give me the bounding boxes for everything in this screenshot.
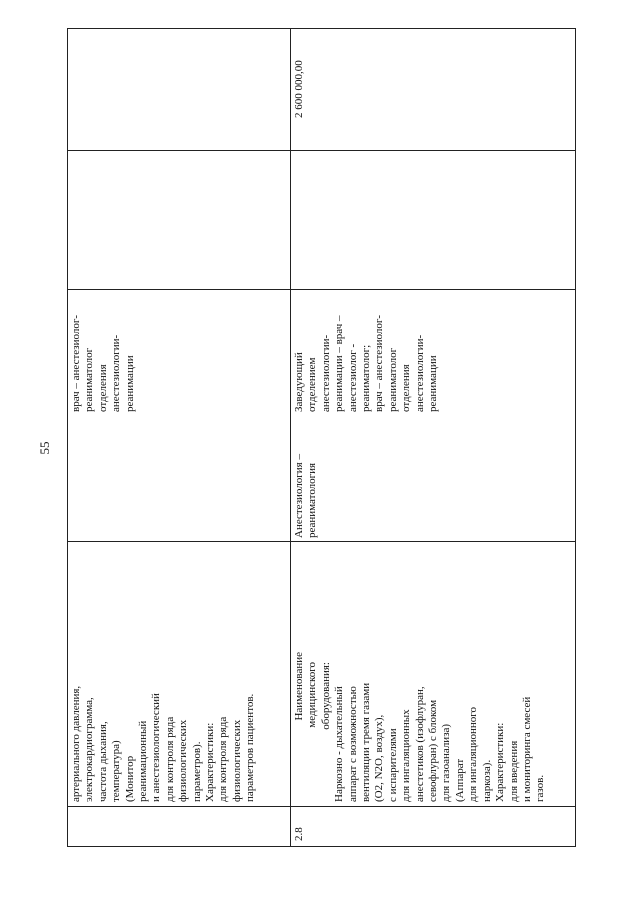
- text-line: врач – анестезиолог-: [373, 314, 386, 412]
- text-line: для ингаляционного: [467, 707, 480, 802]
- text-line: и мониторинга смесей: [520, 696, 533, 802]
- column-divider-profile: [67, 541, 576, 542]
- upper-characteristics-cell: [70, 686, 258, 802]
- text-line: наркоза).: [480, 759, 493, 802]
- text-line: анестезиолог -: [346, 343, 359, 412]
- text-line: Анестезиология –: [293, 454, 305, 538]
- upper-staff-cell: [70, 315, 137, 412]
- profile-cell: [293, 454, 320, 538]
- text-line: Заведующий: [293, 352, 305, 412]
- text-line: анестетиков (изофлуран,: [413, 686, 426, 802]
- text-line: анестезиологии-: [413, 334, 426, 412]
- text-line: реаниматолог: [386, 347, 399, 412]
- text-line: реаниматолог;: [360, 344, 373, 412]
- text-line: для ингаляционных: [400, 709, 413, 802]
- text-line: для введения: [507, 740, 520, 802]
- column-divider-number: [67, 806, 576, 807]
- lower-staff-cell: [293, 315, 440, 412]
- text-line-centered: оборудования:: [319, 662, 332, 730]
- text-line: параметров).: [190, 741, 203, 802]
- text-line: частота дыхания,: [96, 721, 109, 802]
- text-line: для контроля ряда: [163, 716, 176, 802]
- text-line: реаниматология: [306, 462, 319, 538]
- text-line: севофлуран) с блоком: [427, 699, 440, 802]
- page-number: 55: [37, 441, 52, 455]
- text-line: Характеристики:: [204, 722, 217, 802]
- column-divider-price: [67, 150, 576, 151]
- column-divider-staff: [67, 289, 576, 290]
- price-value: 2 600 000,00: [293, 60, 305, 118]
- text-line: Характеристики:: [494, 722, 507, 802]
- text-line: (O2, N2O, воздух),: [373, 714, 386, 802]
- text-line: физиологических: [230, 719, 243, 802]
- text-line: температура): [110, 740, 123, 802]
- text-line: электрокардиограмма,: [83, 697, 96, 802]
- equipment-name-cell: [293, 652, 548, 802]
- text-line: отделением: [306, 357, 319, 412]
- text-line-centered: Наименование: [293, 652, 305, 721]
- text-line: артериального давления,: [70, 685, 82, 802]
- text-line: реаниматолог: [83, 347, 96, 412]
- text-line: отделения: [400, 364, 413, 412]
- text-line: для газоанализа): [440, 723, 453, 802]
- text-line: Наркозно - дыхательный: [333, 686, 346, 802]
- text-line: газов.: [534, 774, 547, 802]
- table-border-top: [67, 28, 576, 29]
- text-line: реанимации: [427, 355, 440, 412]
- text-line: (Аппарат: [453, 758, 466, 802]
- text-line: и анестезиологический: [150, 693, 163, 802]
- text-line: вентиляции тремя газами: [360, 682, 373, 802]
- text-line: реанимации – врач –: [333, 315, 346, 412]
- text-line: отделения: [96, 364, 109, 412]
- text-line-centered: медицинского: [306, 662, 319, 728]
- text-line: анестезиологии-: [319, 334, 332, 412]
- text-line: (Монитор: [123, 755, 136, 802]
- text-line: врач – анестезиолог-: [70, 314, 82, 412]
- text-line: параметров пациентов.: [244, 693, 257, 802]
- text-line: анестезиологии-: [110, 334, 123, 412]
- item-number: 2.8: [293, 827, 305, 841]
- text-line: с испарителями: [386, 728, 399, 802]
- text-line: аппарат с возможностью: [346, 686, 359, 802]
- text-line: физиологических: [177, 719, 190, 802]
- text-line: реанимации: [123, 355, 136, 412]
- text-line: реанимационный: [137, 720, 150, 802]
- table-border-bottom: [67, 846, 576, 847]
- text-line: для контроля ряда: [217, 716, 230, 802]
